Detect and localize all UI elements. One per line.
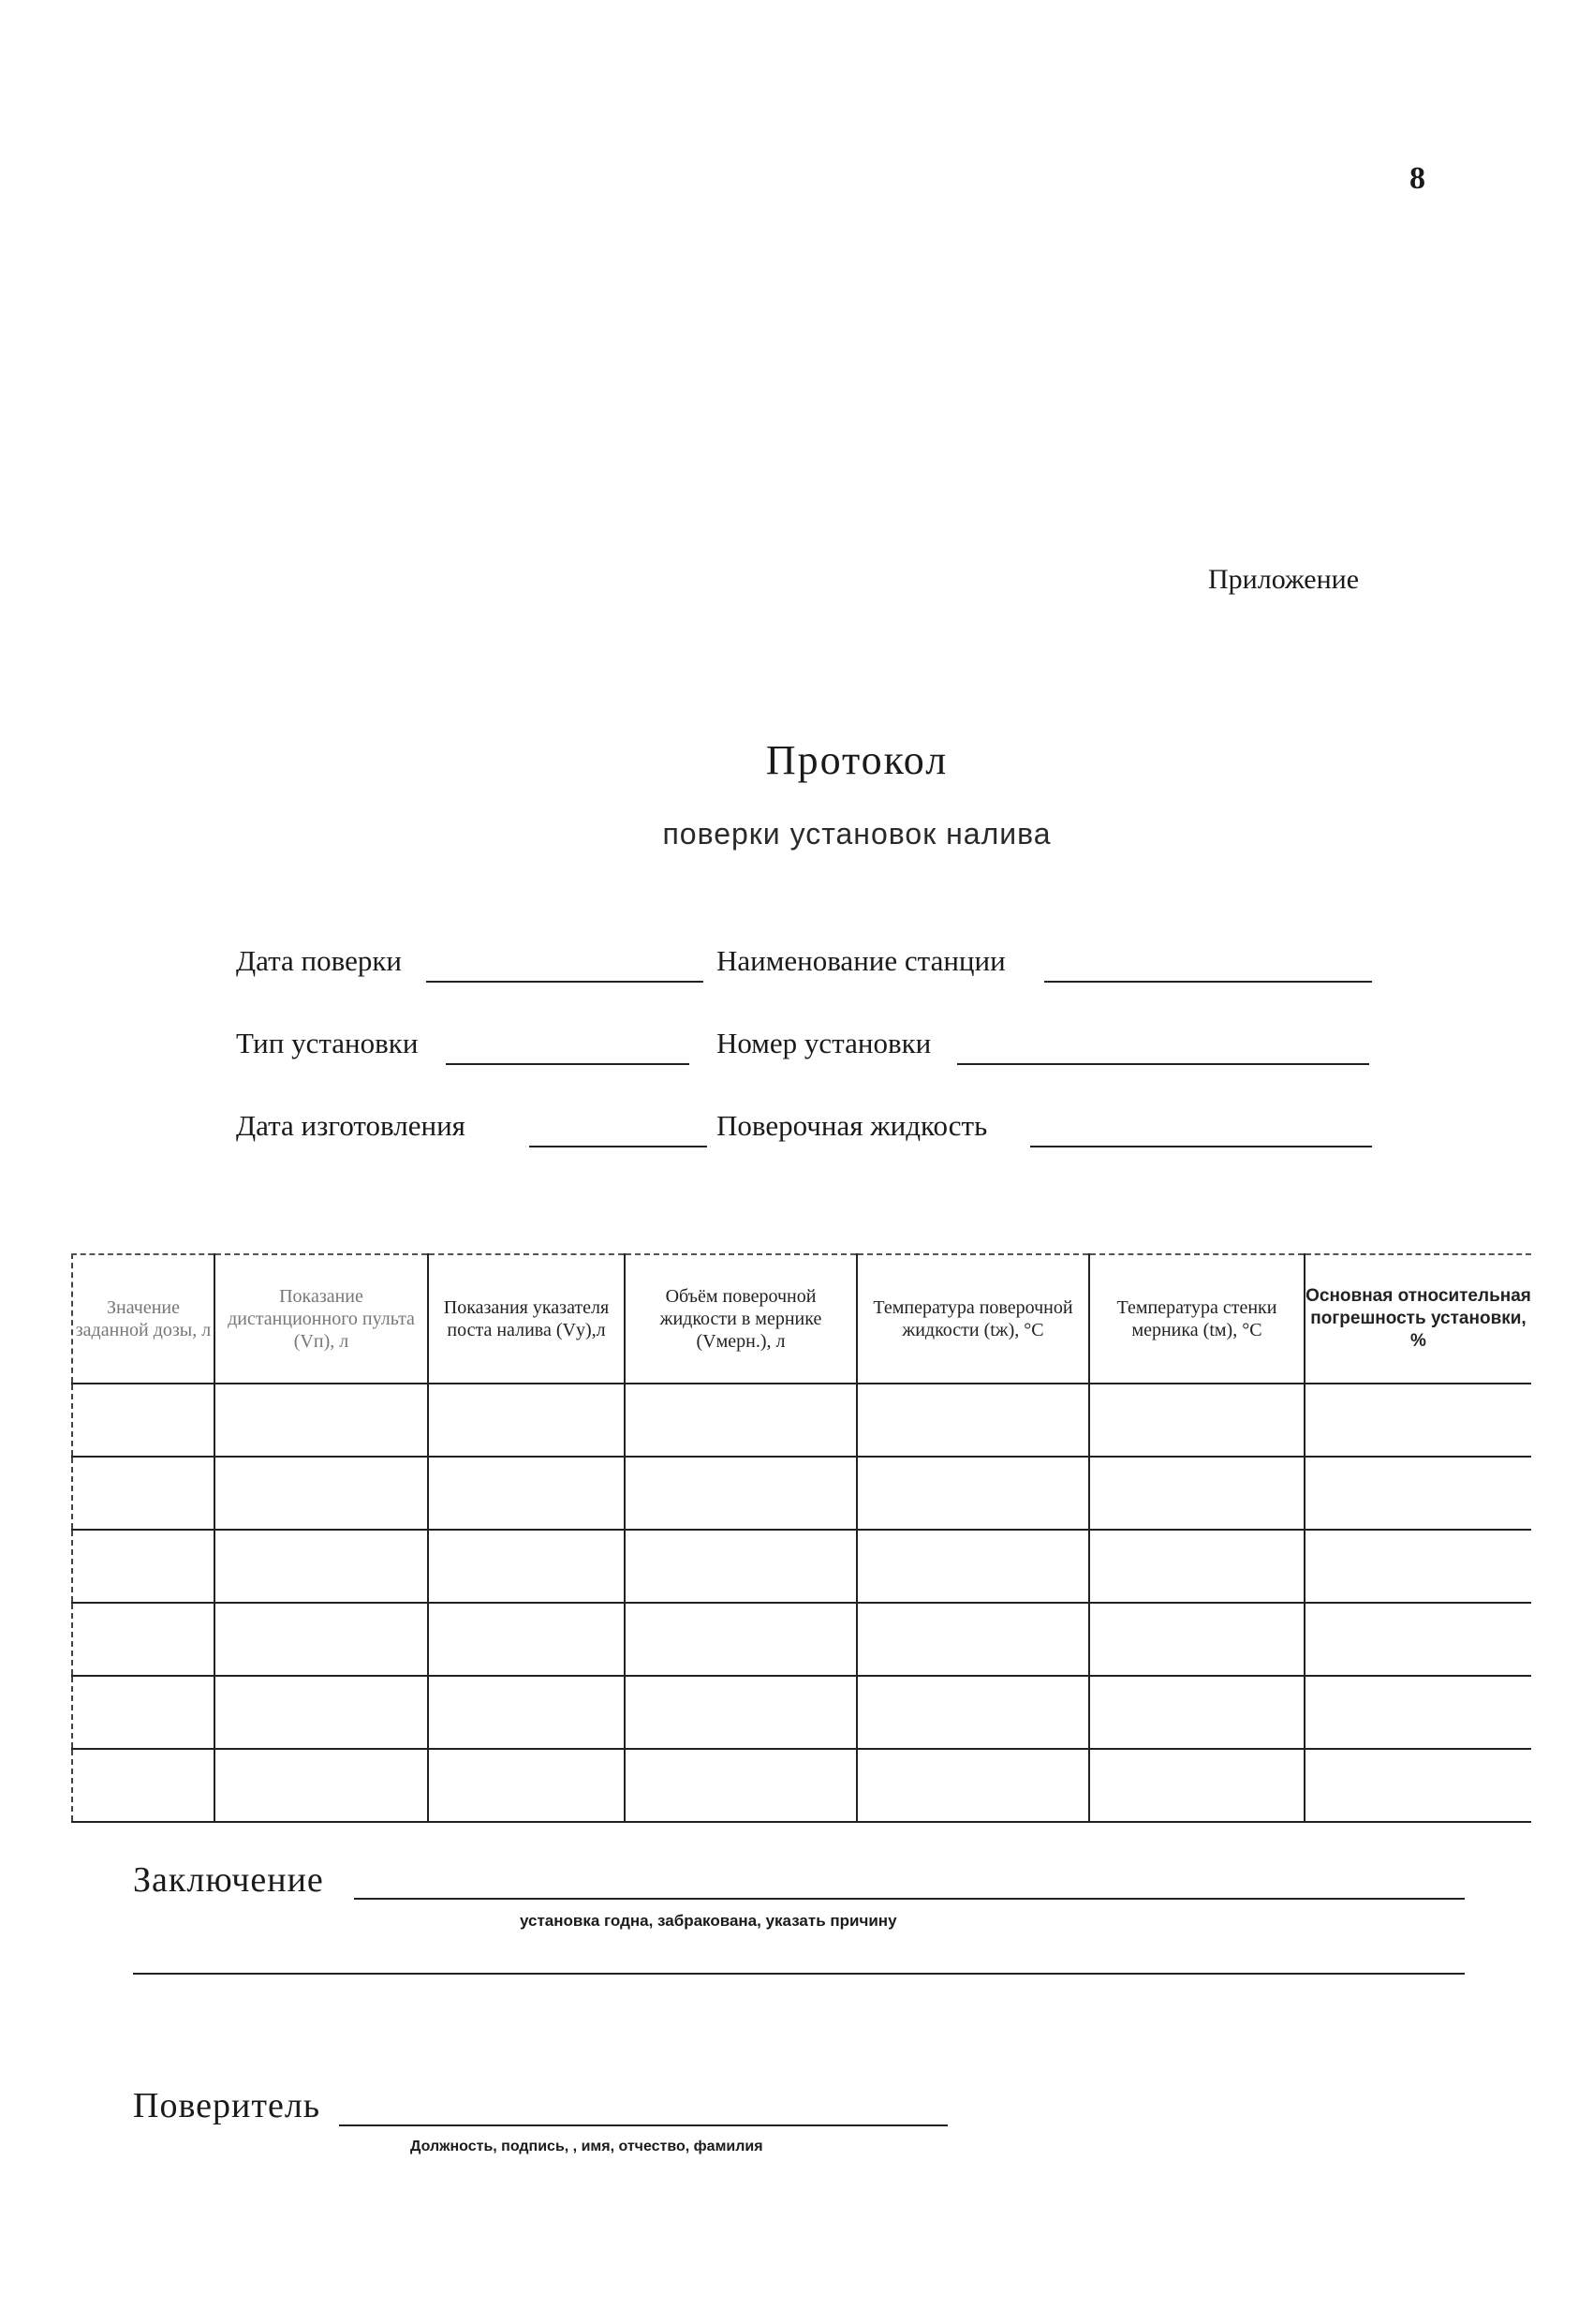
- field-label-station-name: Наименование станции: [716, 944, 1006, 977]
- field-line-installation-number[interactable]: [957, 1063, 1369, 1065]
- table-cell[interactable]: [214, 1384, 428, 1457]
- table-cell[interactable]: [428, 1384, 625, 1457]
- appendix-label: Приложение: [1208, 564, 1360, 595]
- table-row: [72, 1530, 1531, 1603]
- field-line-verification-date[interactable]: [426, 981, 703, 983]
- table-cell[interactable]: [1305, 1530, 1531, 1603]
- table-row: [72, 1749, 1531, 1822]
- table-cell[interactable]: [625, 1457, 857, 1530]
- table-header-row: [72, 1254, 1531, 1384]
- table-cell[interactable]: [625, 1603, 857, 1676]
- document-title: Протокол: [765, 737, 949, 783]
- field-line-test-liquid[interactable]: [1030, 1146, 1372, 1147]
- field-line-manufacture-date[interactable]: [529, 1146, 707, 1147]
- table-row: [72, 1384, 1531, 1457]
- table-cell[interactable]: [72, 1530, 214, 1603]
- table-cell[interactable]: [1305, 1384, 1531, 1457]
- table-cell[interactable]: [1305, 1749, 1531, 1822]
- page-number: 8: [1409, 161, 1425, 196]
- table-cell[interactable]: [72, 1384, 214, 1457]
- table-cell[interactable]: [72, 1603, 214, 1676]
- table-cell[interactable]: [625, 1749, 857, 1822]
- field-label-installation-number: Номер установки: [716, 1027, 932, 1059]
- table-cell[interactable]: [428, 1530, 625, 1603]
- column-header-indicator-reading: Показания указателя поста налива (Vу),л: [428, 1254, 625, 1384]
- table-cell[interactable]: [857, 1749, 1089, 1822]
- verifier-hint: Должность, подпись, , имя, отчество, фамилия: [410, 2139, 763, 2154]
- table-cell[interactable]: [1305, 1676, 1531, 1749]
- table-cell[interactable]: [1305, 1603, 1531, 1676]
- field-line-installation-type[interactable]: [446, 1063, 689, 1065]
- verifier-label: Поверитель: [133, 2086, 321, 2125]
- table-cell[interactable]: [1089, 1530, 1305, 1603]
- table-cell[interactable]: [428, 1603, 625, 1676]
- field-label-verification-date: Дата поверки: [236, 944, 402, 977]
- table-cell[interactable]: [1089, 1676, 1305, 1749]
- conclusion-label: Заключение: [133, 1860, 324, 1900]
- field-line-station-name[interactable]: [1044, 981, 1372, 983]
- table-cell[interactable]: [72, 1676, 214, 1749]
- table-cell[interactable]: [428, 1457, 625, 1530]
- table-cell[interactable]: [1305, 1457, 1531, 1530]
- table-cell[interactable]: [428, 1676, 625, 1749]
- table-cell[interactable]: [625, 1384, 857, 1457]
- table-cell[interactable]: [214, 1530, 428, 1603]
- conclusion-line[interactable]: [354, 1898, 1465, 1900]
- field-label-installation-type: Тип установки: [236, 1027, 419, 1059]
- table-cell[interactable]: [857, 1457, 1089, 1530]
- column-header-wall-temperature: Температура стенки мерника (tм), °С: [1089, 1254, 1305, 1384]
- table-row: [72, 1603, 1531, 1676]
- table-cell[interactable]: [625, 1676, 857, 1749]
- table-cell[interactable]: [72, 1749, 214, 1822]
- table-cell[interactable]: [428, 1749, 625, 1822]
- table-cell[interactable]: [857, 1530, 1089, 1603]
- document-subtitle: поверки установок налива: [662, 817, 1052, 851]
- table-row: [72, 1676, 1531, 1749]
- column-header-relative-error: Основная относительная погрешность установки, %: [1305, 1254, 1531, 1384]
- table-cell[interactable]: [1089, 1457, 1305, 1530]
- table-cell[interactable]: [1089, 1384, 1305, 1457]
- table-cell[interactable]: [214, 1603, 428, 1676]
- table-cell[interactable]: [625, 1530, 857, 1603]
- table-cell[interactable]: [857, 1603, 1089, 1676]
- table-cell[interactable]: [1089, 1603, 1305, 1676]
- conclusion-line-2[interactable]: [133, 1973, 1465, 1975]
- table-cell[interactable]: [214, 1457, 428, 1530]
- table-cell[interactable]: [214, 1749, 428, 1822]
- column-header-liquid-temperature: Температура поверочной жидкости (tж), °С: [857, 1254, 1089, 1384]
- column-header-measure-volume: Объём поверочной жидкости в мернике (Vмерн.), л: [625, 1254, 857, 1384]
- column-header-remote-reading: Показание дистанционного пульта (Vп), л: [214, 1254, 428, 1384]
- field-label-manufacture-date: Дата изготовления: [236, 1109, 465, 1142]
- table-cell[interactable]: [72, 1457, 214, 1530]
- measurements-table: [71, 1253, 1531, 1823]
- table-row: [72, 1457, 1531, 1530]
- verifier-line[interactable]: [339, 2124, 948, 2126]
- column-header-set-dose: Значение заданной дозы, л: [72, 1254, 214, 1384]
- table-cell[interactable]: [857, 1384, 1089, 1457]
- table-cell[interactable]: [1089, 1749, 1305, 1822]
- field-label-test-liquid: Поверочная жидкость: [716, 1109, 988, 1142]
- conclusion-hint: установка годна, забракована, указать причину: [520, 1912, 897, 1930]
- table-cell[interactable]: [214, 1676, 428, 1749]
- table-cell[interactable]: [857, 1676, 1089, 1749]
